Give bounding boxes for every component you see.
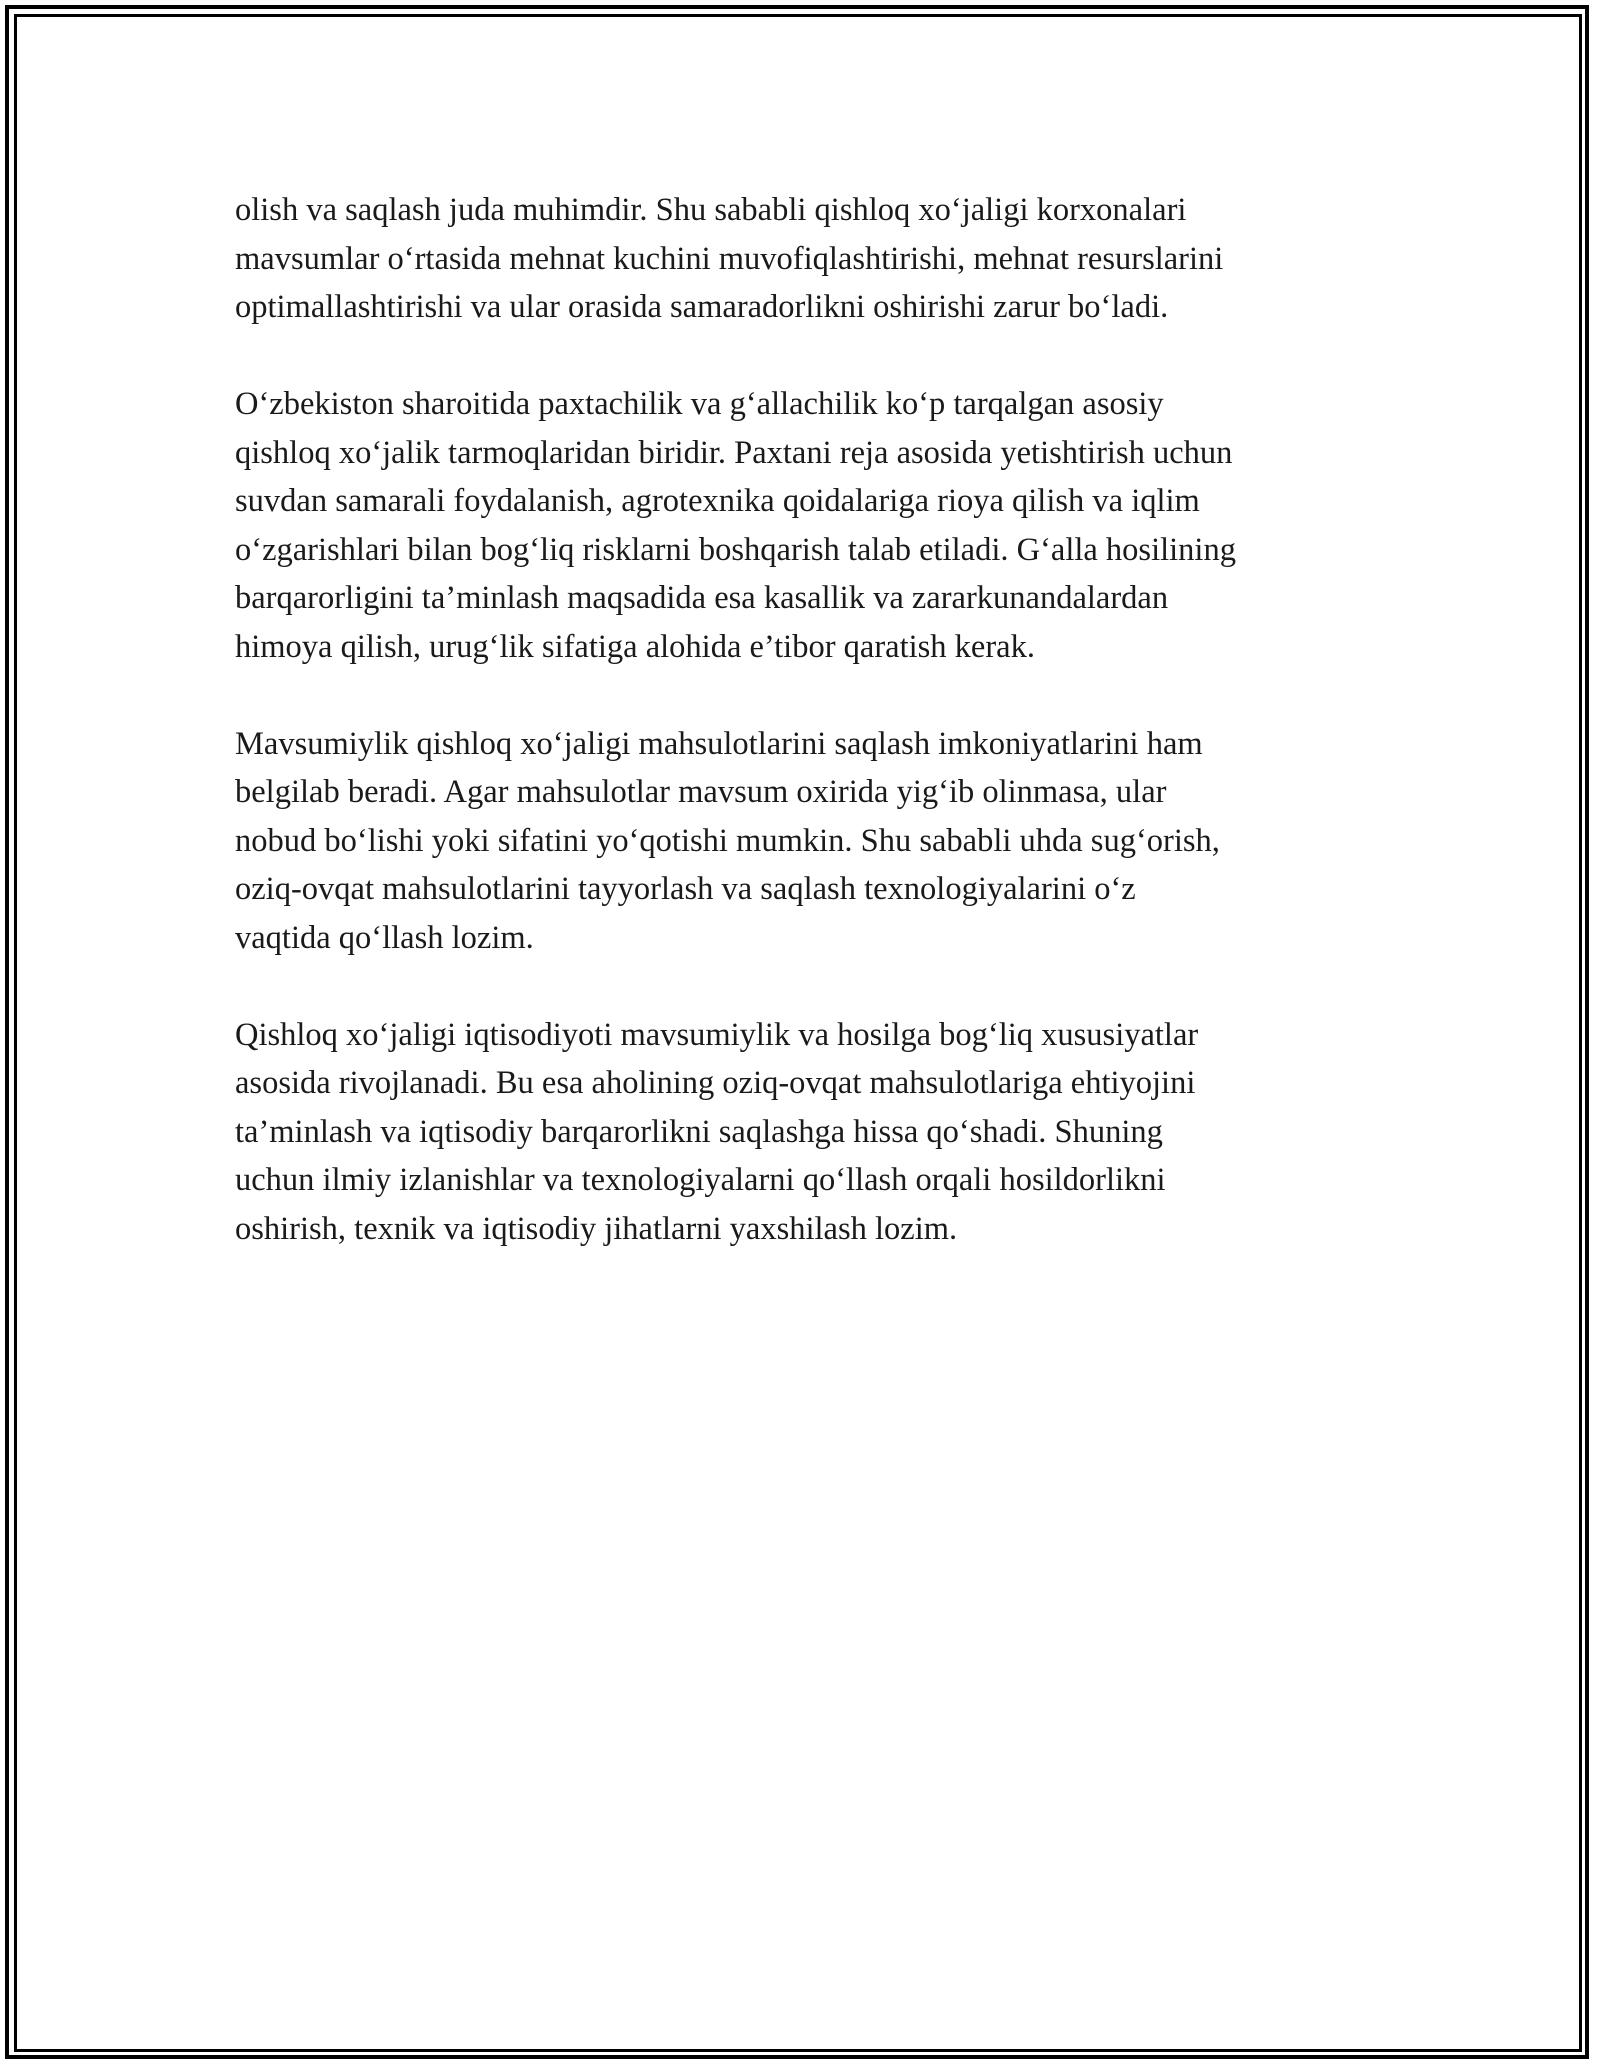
document-body <box>235 186 1375 1302</box>
text-line: o‘zgarishlari bilan bog‘liq risklarni boshqarish talab etiladi. G‘alla hosilining <box>235 531 1236 568</box>
paragraph-3 <box>235 720 1375 963</box>
text-line: ta’minlash va iqtisodiy barqarorlikni saqlashga hissa qo‘shadi. Shuning <box>235 1113 1163 1150</box>
paragraph-4 <box>235 1011 1375 1254</box>
text-line: O‘zbekiston sharoitida paxtachilik va g‘allachilik ko‘p tarqalgan asosiy <box>235 386 1164 422</box>
text-line: asosida rivojlanadi. Bu esa aholining oziq-ovqat mahsulotlariga ehtiyojini <box>235 1065 1196 1101</box>
text-line: oziq-ovqat mahsulotlarini tayyorlash va saqlash texnologiyalarini o‘z <box>235 871 1136 907</box>
text-line: belgilab beradi. Agar mahsulotlar mavsum oxirida yig‘ib olinmasa, ular <box>235 774 1167 810</box>
text-line: qishloq xo‘jalik tarmoqlaridan biridir. Paxtani reja asosida yetishtirish uchun <box>235 434 1233 471</box>
text-line: mavsumlar o‘rtasida mehnat kuchini muvofiqlashtirishi, mehnat resurslarini <box>235 240 1224 277</box>
paragraph-2 <box>235 380 1375 671</box>
text-line: suvdan samarali foydalanish, agrotexnika qoidalariga rioya qilish va iqlim <box>235 483 1200 519</box>
text-line: vaqtida qo‘llash lozim. <box>235 919 534 956</box>
text-line: barqarorligini ta’minlash maqsadida esa kasallik va zararkunandalardan <box>235 580 1169 616</box>
text-line: nobud bo‘lishi yoki sifatini yo‘qotishi mumkin. Shu sababli uhda sug‘orish, <box>235 822 1220 859</box>
text-line: oshirish, texnik va iqtisodiy jihatlarni yaxshilash lozim. <box>235 1210 958 1247</box>
paragraph-1 <box>235 186 1375 332</box>
text-line: olish va saqlash juda muhimdir. Shu sababli qishloq xo‘jaligi korxonalari <box>235 192 1187 228</box>
text-line: uchun ilmiy izlanishlar va texnologiyalarni qo‘llash orqali hosildorlikni <box>235 1162 1166 1198</box>
text-line: Mavsumiylik qishloq xo‘jaligi mahsulotlarini saqlash imkoniyatlarini ham <box>235 725 1203 762</box>
text-line: Qishloq xo‘jaligi iqtisodiyoti mavsumiylik va hosilga bog‘liq xususiyatlar <box>235 1016 1199 1053</box>
text-line: optimallashtirishi va ular orasida samaradorlikni oshirishi zarur bo‘ladi. <box>235 289 1169 325</box>
text-line: himoya qilish, urug‘lik sifatiga alohida e’tibor qaratish kerak. <box>235 628 1035 665</box>
